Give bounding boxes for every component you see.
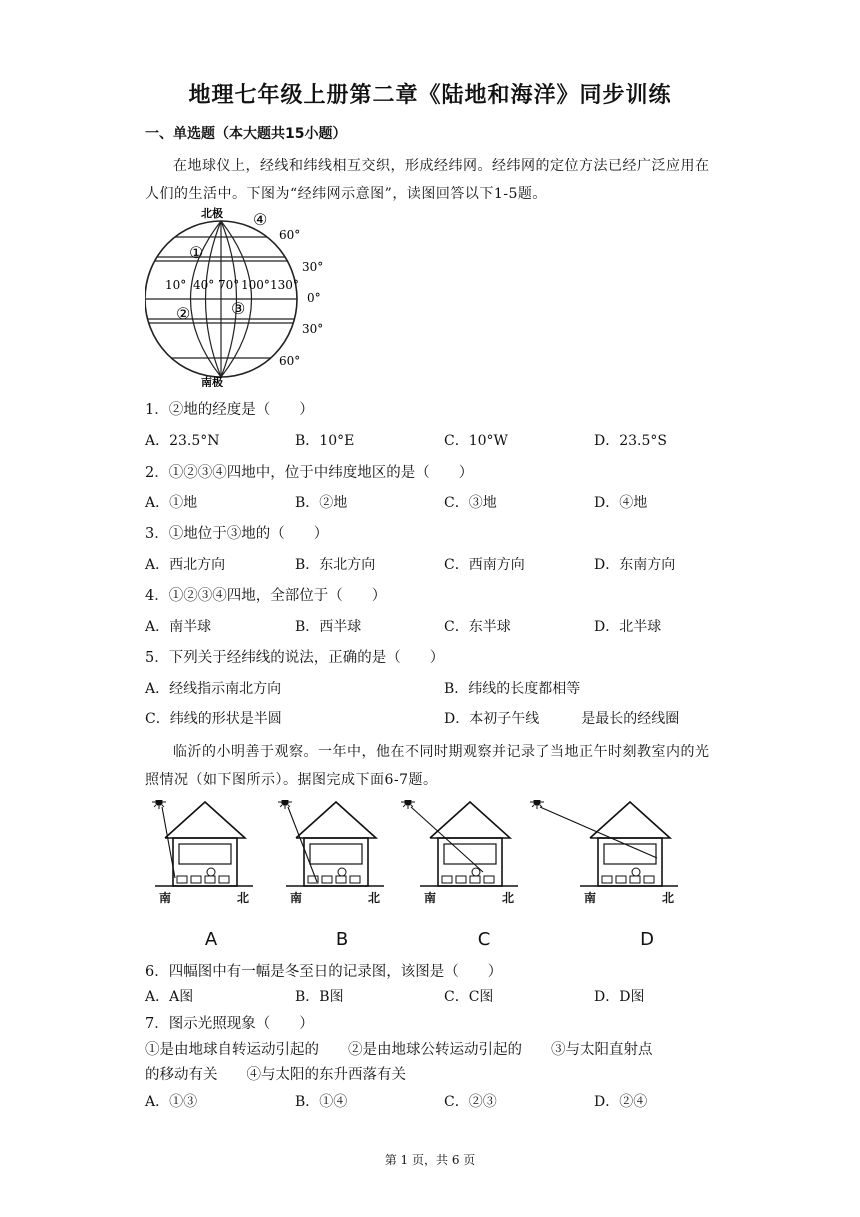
desk — [191, 876, 201, 883]
sun-ray — [288, 805, 290, 807]
south-label: 南 — [584, 891, 597, 905]
q5-option-b: B．纬线的长度都相等 — [444, 681, 581, 697]
student-head — [632, 868, 640, 876]
question-1-stem: 1．②地的经度是（ ） — [145, 402, 314, 418]
q7-option-b: B．①④ — [295, 1094, 348, 1110]
desk — [644, 876, 654, 883]
north-label: 北 — [237, 891, 250, 905]
lat-30n-label: 30° — [302, 260, 324, 274]
north-label: 北 — [662, 891, 675, 905]
classroom-sunlight-diagram — [145, 800, 705, 955]
q2-option-c: C．③地 — [444, 495, 497, 511]
q5-option-a: A．经线指示南北方向 — [145, 681, 282, 697]
desk — [219, 876, 229, 883]
question-6-stem: 6．四幅图中有一幅是冬至日的记录图，该图是（ ） — [145, 964, 503, 980]
south-pole-label: 南极 — [201, 376, 223, 387]
desk — [630, 876, 640, 883]
q6-option-c: C．C图 — [444, 989, 494, 1005]
desk — [602, 876, 612, 883]
q2-option-d: D．④地 — [594, 495, 648, 511]
desk — [616, 876, 626, 883]
sun-ray — [411, 805, 413, 807]
q5-option-d: D．本初子午线 是最长的经线圈 — [444, 711, 680, 727]
sun-ray — [154, 805, 156, 807]
house-a — [152, 800, 253, 950]
house-roof — [165, 802, 245, 838]
desk — [442, 876, 452, 883]
q3-option-b: B．东北方向 — [295, 557, 376, 573]
point-1-label: ① — [189, 243, 204, 262]
lon-130-label: 130° — [270, 278, 299, 292]
q5-option-c: C．纬线的形状是半圆 — [145, 711, 282, 727]
student-head — [338, 868, 346, 876]
sun-ray — [162, 805, 164, 807]
sun-ray — [280, 805, 282, 807]
lat-60n-label: 60° — [279, 228, 301, 242]
north-label: 北 — [502, 891, 515, 905]
desk — [177, 876, 187, 883]
question-3-stem: 3．①地位于③地的（ ） — [145, 526, 329, 542]
sun-icon — [282, 800, 288, 805]
page-footer: 第 1 页，共 6 页 — [384, 1153, 476, 1167]
question-4-stem: 4．①②③④四地，全部位于（ ） — [145, 588, 387, 604]
q4-option-d: D．北半球 — [594, 619, 662, 635]
lon-40-label: 40° — [193, 278, 215, 292]
desk — [322, 876, 332, 883]
desk — [350, 876, 360, 883]
house-d — [530, 800, 678, 950]
desk — [470, 876, 480, 883]
sunlight-beam — [411, 807, 483, 872]
q1-option-a: A．23.5°N — [145, 433, 220, 449]
house-c — [401, 800, 518, 950]
q1-option-b: B．10°E — [295, 433, 355, 449]
point-2-label: ② — [176, 304, 191, 323]
south-label: 南 — [290, 891, 303, 905]
lon-10-label: 10° — [165, 278, 187, 292]
house-roof — [590, 802, 670, 838]
q3-option-c: C．西南方向 — [444, 557, 525, 573]
figure-label-b: B — [335, 929, 349, 950]
classroom-board — [310, 844, 362, 864]
q3-option-d: D．东南方向 — [594, 557, 676, 573]
q1-option-c: C．10°W — [444, 433, 508, 449]
desk — [205, 876, 215, 883]
q7-statement-line-1: ①是由地球自转运动引起的 ②是由地球公转运动引起的 ③与太阳直射点 — [145, 1042, 653, 1058]
figure-label-c: C — [477, 929, 491, 950]
lon-70-label: 70° — [218, 278, 240, 292]
north-label: 北 — [368, 891, 381, 905]
point-3-label: ③ — [231, 299, 246, 318]
lat-60s-label: 60° — [279, 354, 301, 368]
student-head — [207, 868, 215, 876]
q1-option-d: D．23.5°S — [594, 433, 667, 449]
house-b — [278, 800, 384, 950]
q4-option-c: C．东半球 — [444, 619, 511, 635]
q7-statement-line-2: 的移动有关 ④与太阳的东升西落有关 — [145, 1067, 406, 1083]
q2-option-a: A．①地 — [145, 495, 198, 511]
q7-option-d: D．②④ — [594, 1094, 648, 1110]
q7-option-a: A．①③ — [145, 1094, 198, 1110]
classroom-board — [179, 844, 231, 864]
sun-ray — [532, 805, 534, 807]
sun-ray — [403, 805, 405, 807]
graticule-diagram — [145, 205, 335, 387]
desk — [484, 876, 494, 883]
q4-option-a: A．南半球 — [145, 619, 212, 635]
sun-icon — [405, 800, 411, 805]
north-pole-label: 北极 — [201, 207, 223, 220]
sun-icon — [534, 800, 540, 805]
sun-ray — [540, 805, 542, 807]
intro-paragraph-1: 在地球仪上，经线和纬线相互交织，形成经纬网。经纬网的定位方法已经广泛应用在人们的生活中。下图为“经纬网示意图”，读图回答以下1-5题。 — [145, 158, 710, 202]
question-7-stem: 7．图示光照现象（ ） — [145, 1016, 314, 1032]
page-title: 地理七年级上册第二章《陆地和海洋》同步训练 — [188, 83, 672, 108]
intro-paragraph-2: 临沂的小明善于观察。一年中，他在不同时期观察并记录了当地正午时刻教室内的光照情况（如下图所示）。据图完成下面6-7题。 — [145, 744, 710, 788]
q6-option-a: A．A图 — [145, 989, 194, 1005]
lat-0-label: 0° — [307, 291, 321, 305]
south-label: 南 — [159, 891, 172, 905]
desk — [456, 876, 466, 883]
desk — [336, 876, 346, 883]
house-roof — [430, 802, 510, 838]
south-label: 南 — [424, 891, 437, 905]
q6-option-b: B．B图 — [295, 989, 344, 1005]
lon-100-label: 100° — [241, 278, 270, 292]
question-5-stem: 5．下列关于经纬线的说法，正确的是（ ） — [145, 650, 445, 666]
question-2-stem: 2．①②③④四地中，位于中纬度地区的是（ ） — [145, 465, 474, 481]
point-4-label: ④ — [253, 210, 268, 229]
q3-option-a: A．西北方向 — [145, 557, 226, 573]
sun-icon — [156, 800, 162, 805]
lat-30s-label: 30° — [302, 322, 324, 336]
house-roof — [296, 802, 376, 838]
figure-label-a: A — [204, 929, 218, 950]
q6-option-d: D．D图 — [594, 989, 645, 1005]
section-heading: 一、单选题（本大题共15小题） — [145, 126, 347, 142]
q7-option-c: C．②③ — [444, 1094, 497, 1110]
q4-option-b: B．西半球 — [295, 619, 362, 635]
student-head — [472, 868, 480, 876]
q2-option-b: B．②地 — [295, 495, 348, 511]
figure-label-d: D — [640, 929, 654, 950]
